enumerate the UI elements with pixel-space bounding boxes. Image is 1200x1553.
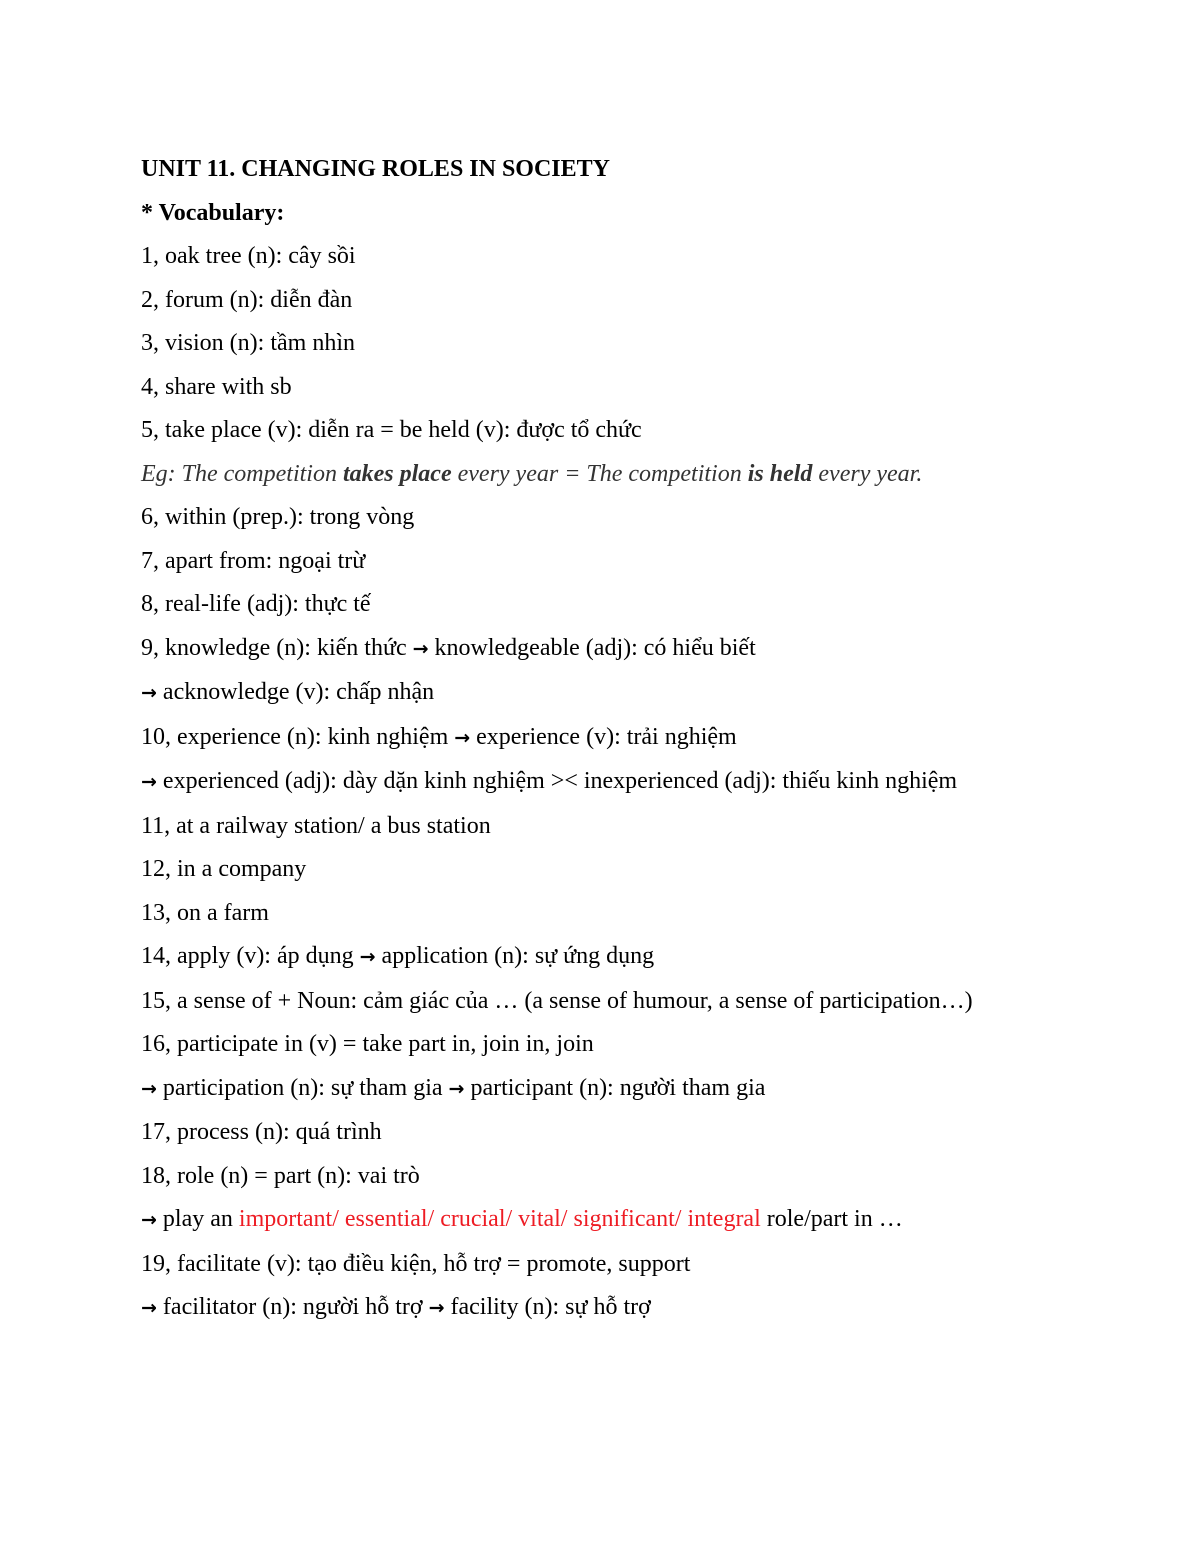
- unit-title: UNIT 11. CHANGING ROLES IN SOCIETY: [141, 156, 610, 182]
- vocab-text: experienced (adj): dày dặn kinh nghiệm >< inexperienced (adj): thiếu kinh nghiệm: [156, 768, 958, 794]
- vocab-text: 9, knowledge (n): kiến thức: [141, 634, 413, 661]
- vocabulary-heading: * Vocabulary:: [141, 199, 285, 226]
- example-text: every year.: [812, 460, 923, 487]
- example-text: every year = The competition: [451, 460, 748, 487]
- vocab-text: facility (n): sự hỗ trợ: [444, 1294, 651, 1320]
- vocab-item-9: [141, 633, 1061, 665]
- example-emphasis-takes-place: takes place: [342, 460, 452, 487]
- vocab-item-9-derivative: [141, 677, 1061, 709]
- vocab-item-13: 13, on a farm: [141, 899, 269, 926]
- vocab-item-2: 2, forum (n): diễn đàn: [141, 286, 353, 313]
- arrow-right-icon: →: [359, 946, 376, 968]
- vocab-text: experience (v): trải nghiệm: [470, 723, 737, 750]
- vocab-text: participation (n): sự tham gia: [156, 1074, 449, 1101]
- vocab-text: play an: [156, 1206, 239, 1232]
- vocab-item-6: 6, within (prep.): trong vòng: [141, 504, 415, 530]
- vocab-item-15: 15, a sense of + Noun: cảm giác của … (a sense of humour, a sense of participation…): [141, 987, 973, 1014]
- arrow-right-icon: →: [448, 1077, 465, 1100]
- vocab-item-17: 17, process (n): quá trình: [141, 1119, 382, 1145]
- arrow-right-icon: →: [428, 1297, 445, 1319]
- vocab-text: 14, apply (v): áp dụng: [141, 943, 360, 969]
- example-sentence: [141, 459, 1061, 490]
- arrow-right-icon: →: [141, 1209, 157, 1231]
- adjective-list-highlight: important/ essential/ crucial/ vital/ significant/ integral: [238, 1206, 761, 1232]
- vocab-item-3: 3, vision (n): tầm nhìn: [141, 330, 355, 356]
- arrow-right-icon: →: [454, 726, 471, 749]
- vocab-item-18: 18, role (n) = part (n): vai trò: [141, 1162, 420, 1189]
- vocab-item-7: 7, apart from: ngoại trừ: [141, 547, 366, 574]
- vocab-text: facilitator (n): người hỗ trợ: [156, 1294, 429, 1320]
- vocab-text: application (n): sự ứng dụng: [375, 943, 655, 969]
- vocab-item-14: [141, 941, 1061, 973]
- vocab-item-19: 19, facilitate (v): tạo điều kiện, hỗ trợ = promote, support: [141, 1250, 691, 1277]
- vocab-item-19-derivative: [141, 1292, 1061, 1324]
- vocab-item-10: [141, 722, 1061, 754]
- vocab-item-16: 16, participate in (v) = take part in, join in, join: [141, 1031, 594, 1057]
- vocab-text: participant (n): người tham gia: [464, 1074, 766, 1101]
- vocab-text: knowledgeable (adj): có hiểu biết: [428, 634, 756, 661]
- example-emphasis-is-held: is held: [747, 460, 813, 487]
- vocab-text: 10, experience (n): kinh nghiệm: [141, 723, 455, 750]
- vocab-item-8: 8, real-life (adj): thực tế: [141, 591, 371, 617]
- arrow-right-icon: →: [141, 1297, 157, 1319]
- vocab-text: acknowledge (v): chấp nhận: [156, 679, 435, 705]
- vocab-item-18-collocation: [141, 1204, 1061, 1236]
- vocab-item-1: 1, oak tree (n): cây sồi: [141, 243, 356, 269]
- arrow-right-icon: →: [412, 637, 429, 660]
- vocab-item-16-derivative: [141, 1073, 1061, 1105]
- vocab-item-4: 4, share with sb: [141, 373, 292, 400]
- vocab-item-12: 12, in a company: [141, 856, 307, 882]
- document-page: [141, 154, 1061, 1337]
- vocab-item-11: 11, at a railway station/ a bus station: [141, 812, 491, 839]
- example-text: Eg: The competition: [141, 460, 343, 487]
- arrow-right-icon: →: [141, 1077, 157, 1100]
- arrow-right-icon: →: [141, 771, 157, 793]
- vocab-text: role/part in …: [760, 1206, 903, 1232]
- arrow-right-icon: →: [141, 682, 157, 704]
- vocab-item-10-derivative: [141, 766, 1061, 798]
- vocab-item-5: 5, take place (v): diễn ra = be held (v): được tổ chức: [141, 417, 642, 443]
